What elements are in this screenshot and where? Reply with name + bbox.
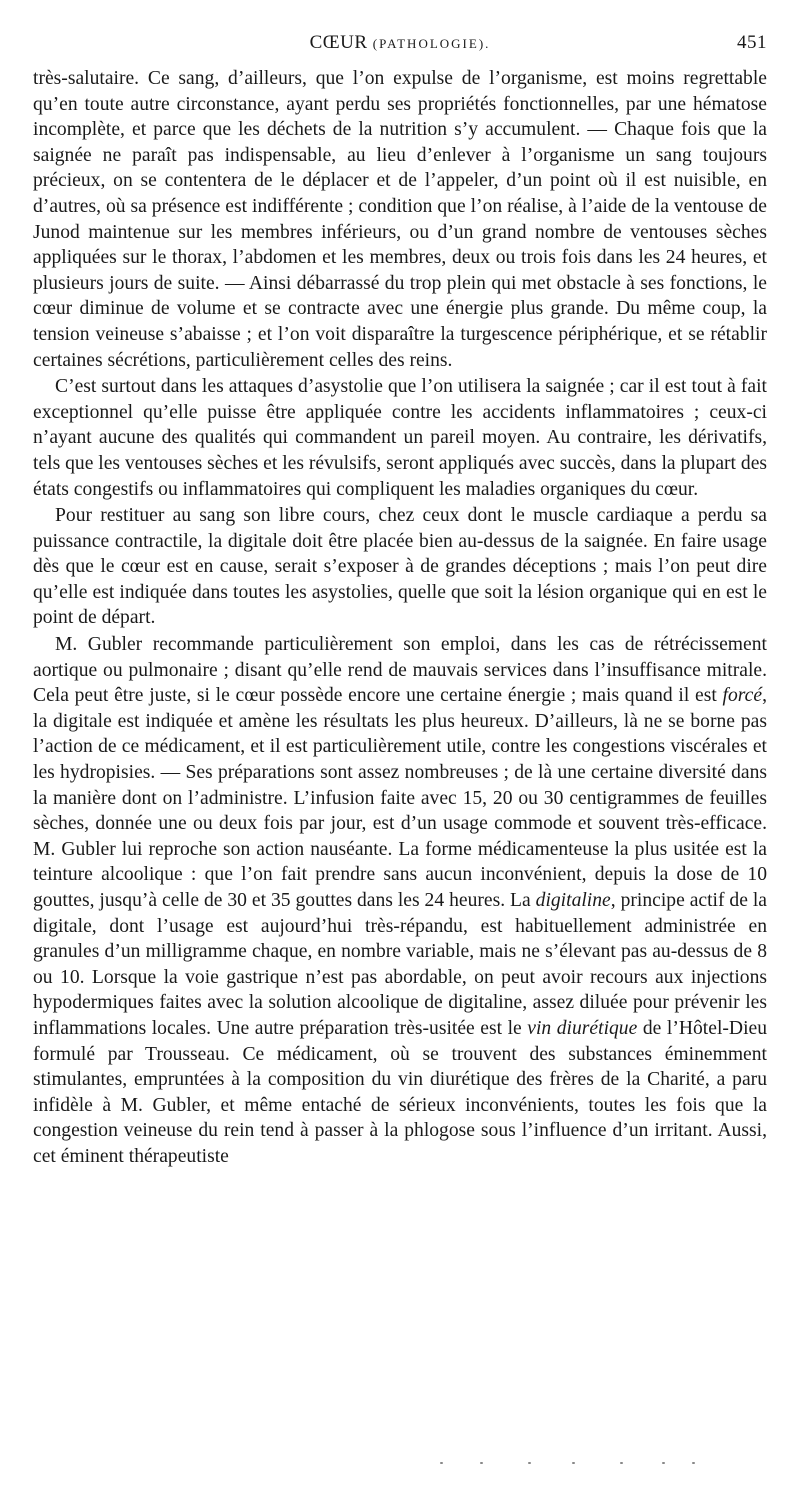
text-run: M. Gubler recommande particulièrement son emploi, dans les cas de rétrécissement aortique ou pulmonaire ; disant qu’elle rend de mauvais services dans l’insuffisance mitrale. Cela peut être juste, si le cœur possède encore une certaine énergie ; mais quand il est <box>33 634 767 707</box>
body-text <box>33 66 767 1170</box>
paragraph <box>33 503 767 631</box>
text-run: C’est surtout dans les attaques d’asystolie que l’on utilisera la saignée ; car il est tout à fait exceptionnel qu’elle puisse être appliquée contre les accidents inflammatoires ; ceux-ci n’ayant aucune des qualités qui commandent un pareil moyen. Au contraire, les dérivatifs, tels que les ventouses sèches et les révulsifs, seront appliqués avec succès, dans la plupart des états congestifs ou inflammatoires qui compliquent les maladies organiques du cœur. <box>33 376 768 500</box>
header-subtitle: (PATHOLOGIE). <box>372 36 491 51</box>
book-page <box>33 30 767 1170</box>
page-number: 451 <box>737 32 767 53</box>
italic-text: forcé <box>722 685 763 707</box>
text-run: , principe actif de la digitale, dont l’usage est aujourd’hui très-répandu, est habituellement administrée en granules d’un milligramme chaque, en nombre variable, mais ne s’élevant pas au-dessus de 8 ou 10. Lorsque la voie gastrique n’est pas abordable, on peut avoir recours aux injections hypodermiques faites avec la solution alcoolique de digitaline, assez diluée pour prévenir les inflammations locales. Une autre préparation très-usitée est le <box>33 890 767 1039</box>
text-run: , la digitale est indiquée et amène les résultats les plus heureux. D’ailleurs, là ne se borne pas l’action de ce médicament, et il est particulièrement utile, contre les congestions viscérales et les hydropisies. — Ses préparations sont assez nombreuses ; de là une certaine diversité dans la manière dont on l’administre. L’infusion faite avec 15, 20 ou 30 centigrammes de feuilles sèches, donnée une ou deux fois par jour, est d’un usage commode et souvent très-efficace. M. Gubler lui reproche son action nauséante. La forme médicamenteuse la plus usitée est la teinture alcoolique : que l’on fait prendre sans aucun inconvénient, depuis la dose de 10 gouttes, jusqu’à celle de 30 et 35 gouttes dans les 24 heures. La <box>33 685 767 911</box>
paragraph <box>33 632 767 1169</box>
print-marks <box>440 1462 700 1468</box>
header-title: CŒUR <box>309 32 368 53</box>
text-run: très-salutaire. Ce sang, d’ailleurs, que l’on expulse de l’organisme, est moins regrettable qu’en toute autre circonstance, ayant perdu ses propriétés fonctionnelles, par une hématose incomplète, et parce que les déchets de la nutrition s’y accumulent. — Chaque fois que la saignée ne paraît pas indispensable, au lieu d’enlever à l’organisme un sang toujours précieux, on se contentera de le déplacer et de l’appeler, d’un point où il est nuisible, en d’autres, où sa présence est indifférente ; condition que l’on réalise, à l’aide de la ventouse de Junod maintenue sur les membres inférieurs, ou d’un grand nombre de ventouses sèches appliquées sur le thorax, l’abdomen et les membres, deux ou trois fois dans les 24 heures, et plusieurs jours de suite. — Ainsi débarrassé du trop plein qui met obstacle à ses fonctions, le cœur diminue de volume et se contracte avec une énergie plus grande. Du même coup, la tension veineuse s’abaisse ; et l’on voit disparaître la turgescence périphérique, et se rétablir certaines sécrétions, particulièrement celles des reins. <box>33 68 767 371</box>
running-head <box>33 30 767 60</box>
paragraph <box>33 374 767 502</box>
text-run: Pour restituer au sang son libre cours, chez ceux dont le muscle cardiaque a perdu sa puissance contractile, la digitale doit être placée bien au-dessus de la saignée. En faire usage dès que le cœur est en cause, serait s’exposer à de grandes déceptions ; mais l’on peut dire qu’elle est indiquée dans toutes les asystolies, quelle que soit la lésion organique qui en est le point de départ. <box>33 505 767 629</box>
paragraph <box>33 66 767 373</box>
italic-text: digitaline <box>535 890 611 911</box>
running-title <box>33 32 767 54</box>
text-run: de l’Hôtel-Dieu formulé par Trousseau. Ce médicament, où se trouvent des substances éminemment stimulantes, empruntées à la composition du vin diurétique des frères de la Charité, a paru infidèle à M. Gubler, et même entaché de sérieux inconvénients, toutes les fois que la congestion veineuse du rein tend à passer à la phlogose sous l’influence d’un irritant. Aussi, cet éminent thérapeutiste <box>33 1017 768 1167</box>
italic-text: vin diurétique <box>527 1017 638 1039</box>
